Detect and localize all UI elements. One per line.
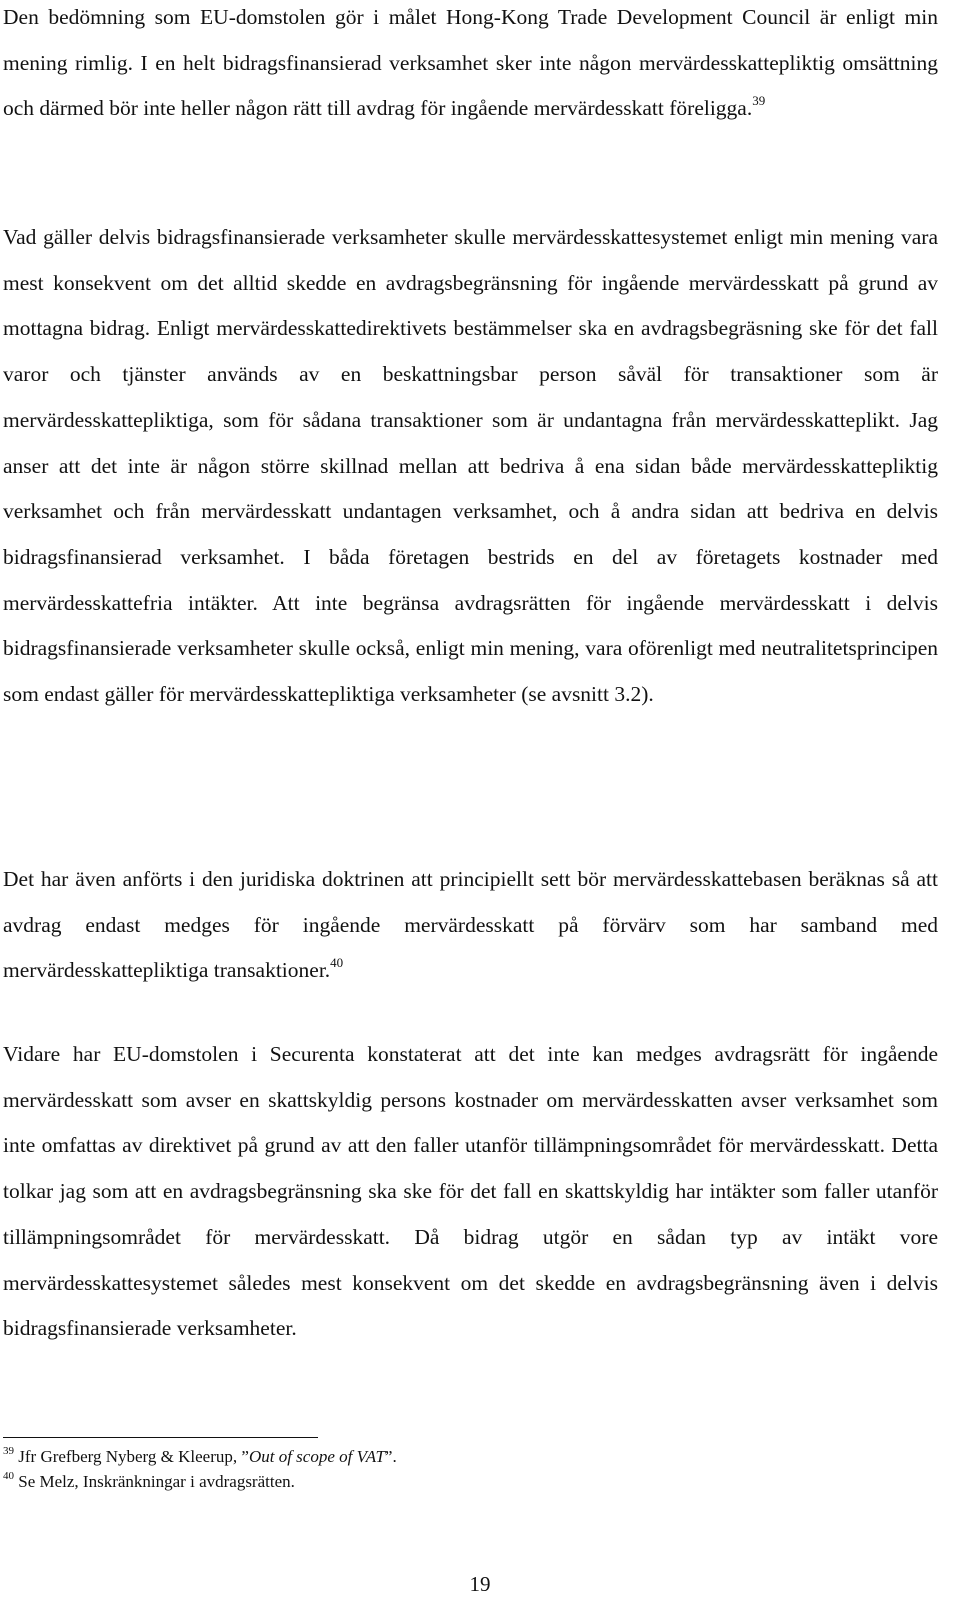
- footnotes: [3, 1444, 938, 1494]
- footnote-39-title: Out of scope of VAT: [248, 1447, 385, 1466]
- footnote-39-text: Jfr Grefberg Nyberg & Kleerup, ”: [18, 1447, 249, 1466]
- paragraph-1-text: Den bedömning som EU-domstolen gör i målet Hong-Kong Trade Development Council är enligt min mening rimlig. I en helt bidragsfinansierad verksamhet sker inte någon mervärdesskattepliktig omsättning och därmed bör inte heller någon rätt till avdrag för ingående mervärdesskatt föreligga.: [3, 5, 938, 120]
- footnote-ref-39[interactable]: 39: [752, 92, 766, 108]
- paragraph-4: [3, 1032, 938, 1352]
- footnote-number: 40: [3, 1470, 14, 1483]
- paragraph-1: [3, 0, 938, 132]
- footnote-39: [3, 1444, 938, 1469]
- footnote-39-text-end: ”.: [384, 1447, 397, 1466]
- footnote-ref-40[interactable]: 40: [330, 954, 344, 970]
- paragraph-4-text: Vidare har EU-domstolen i Securenta konstaterat att det inte kan medges avdragsrätt för ingående mervärdesskatt som avser en skattskyldig persons kostnader om mervärdesskatten avser verksamhet som inte omfattas av direktivet på grund av att den faller utanför tillämpningsområdet för mervärdesskatt. Detta tolkar jag som att en avdragsbegränsning ska ske för det fall en skattskyldig har intäkter som faller utanför tillämpningsområdet för mervärdesskatt. Då bidrag utgör en sådan typ av intäkt vore mervärdesskattesystemet således mest konsekvent om det skedde en avdragsbegränsning även i delvis bidragsfinansierade verksamheter.: [3, 1042, 938, 1341]
- paragraph-3: [3, 857, 938, 994]
- footnote-40-text: Se Melz, Inskränkningar i avdragsrätten.: [18, 1472, 295, 1491]
- footnote-number: 39: [3, 1445, 14, 1458]
- page-number: 19: [469, 1572, 491, 1596]
- paragraph-2-text: Vad gäller delvis bidragsfinansierade verksamheter skulle mervärdesskattesystemet enligt min mening vara mest konsekvent om det alltid skedde en avdragsbegränsning för ingående mervärdesskatt på grund av mottagna bidrag. Enligt mervärdesskattedirektivets bestämmelser ska en avdragsbegräsning ske för det fall varor och tjänster används av en beskattningsbar person såväl för transaktioner som är mervärdesskattepliktiga, som för sådana transaktioner som är undantagna från mervärdesskatteplikt. Jag anser att det inte är någon större skillnad mellan att bedriva å ena sidan både mervärdesskattepliktig verksamhet och från mervärdesskatt undantagen verksamhet, och å andra sidan att bedriva en delvis bidragsfinansierad verksamhet. I båda företagen bestrids en del av företagets kostnader med mervärdesskattefria intäkter. Att inte begränsa avdragsrätten för ingående mervärdesskatt i delvis bidragsfinansierade verksamheter skulle också, enligt min mening, vara oförenligt med neutralitetsprincipen som endast gäller för mervärdesskattepliktiga verksamheter (se avsnitt 3.2).: [3, 225, 938, 707]
- footnote-divider: [3, 1437, 318, 1438]
- paragraph-2: [3, 215, 938, 718]
- paragraph-3-text: Det har även anförts i den juridiska doktrinen att principiellt sett bör mervärdesskattebasen beräknas så att avdrag endast medges för ingående mervärdesskatt på förvärv som har samband med mervärdesskattepliktiga transaktioner.: [3, 867, 938, 982]
- footnote-40: [3, 1469, 938, 1494]
